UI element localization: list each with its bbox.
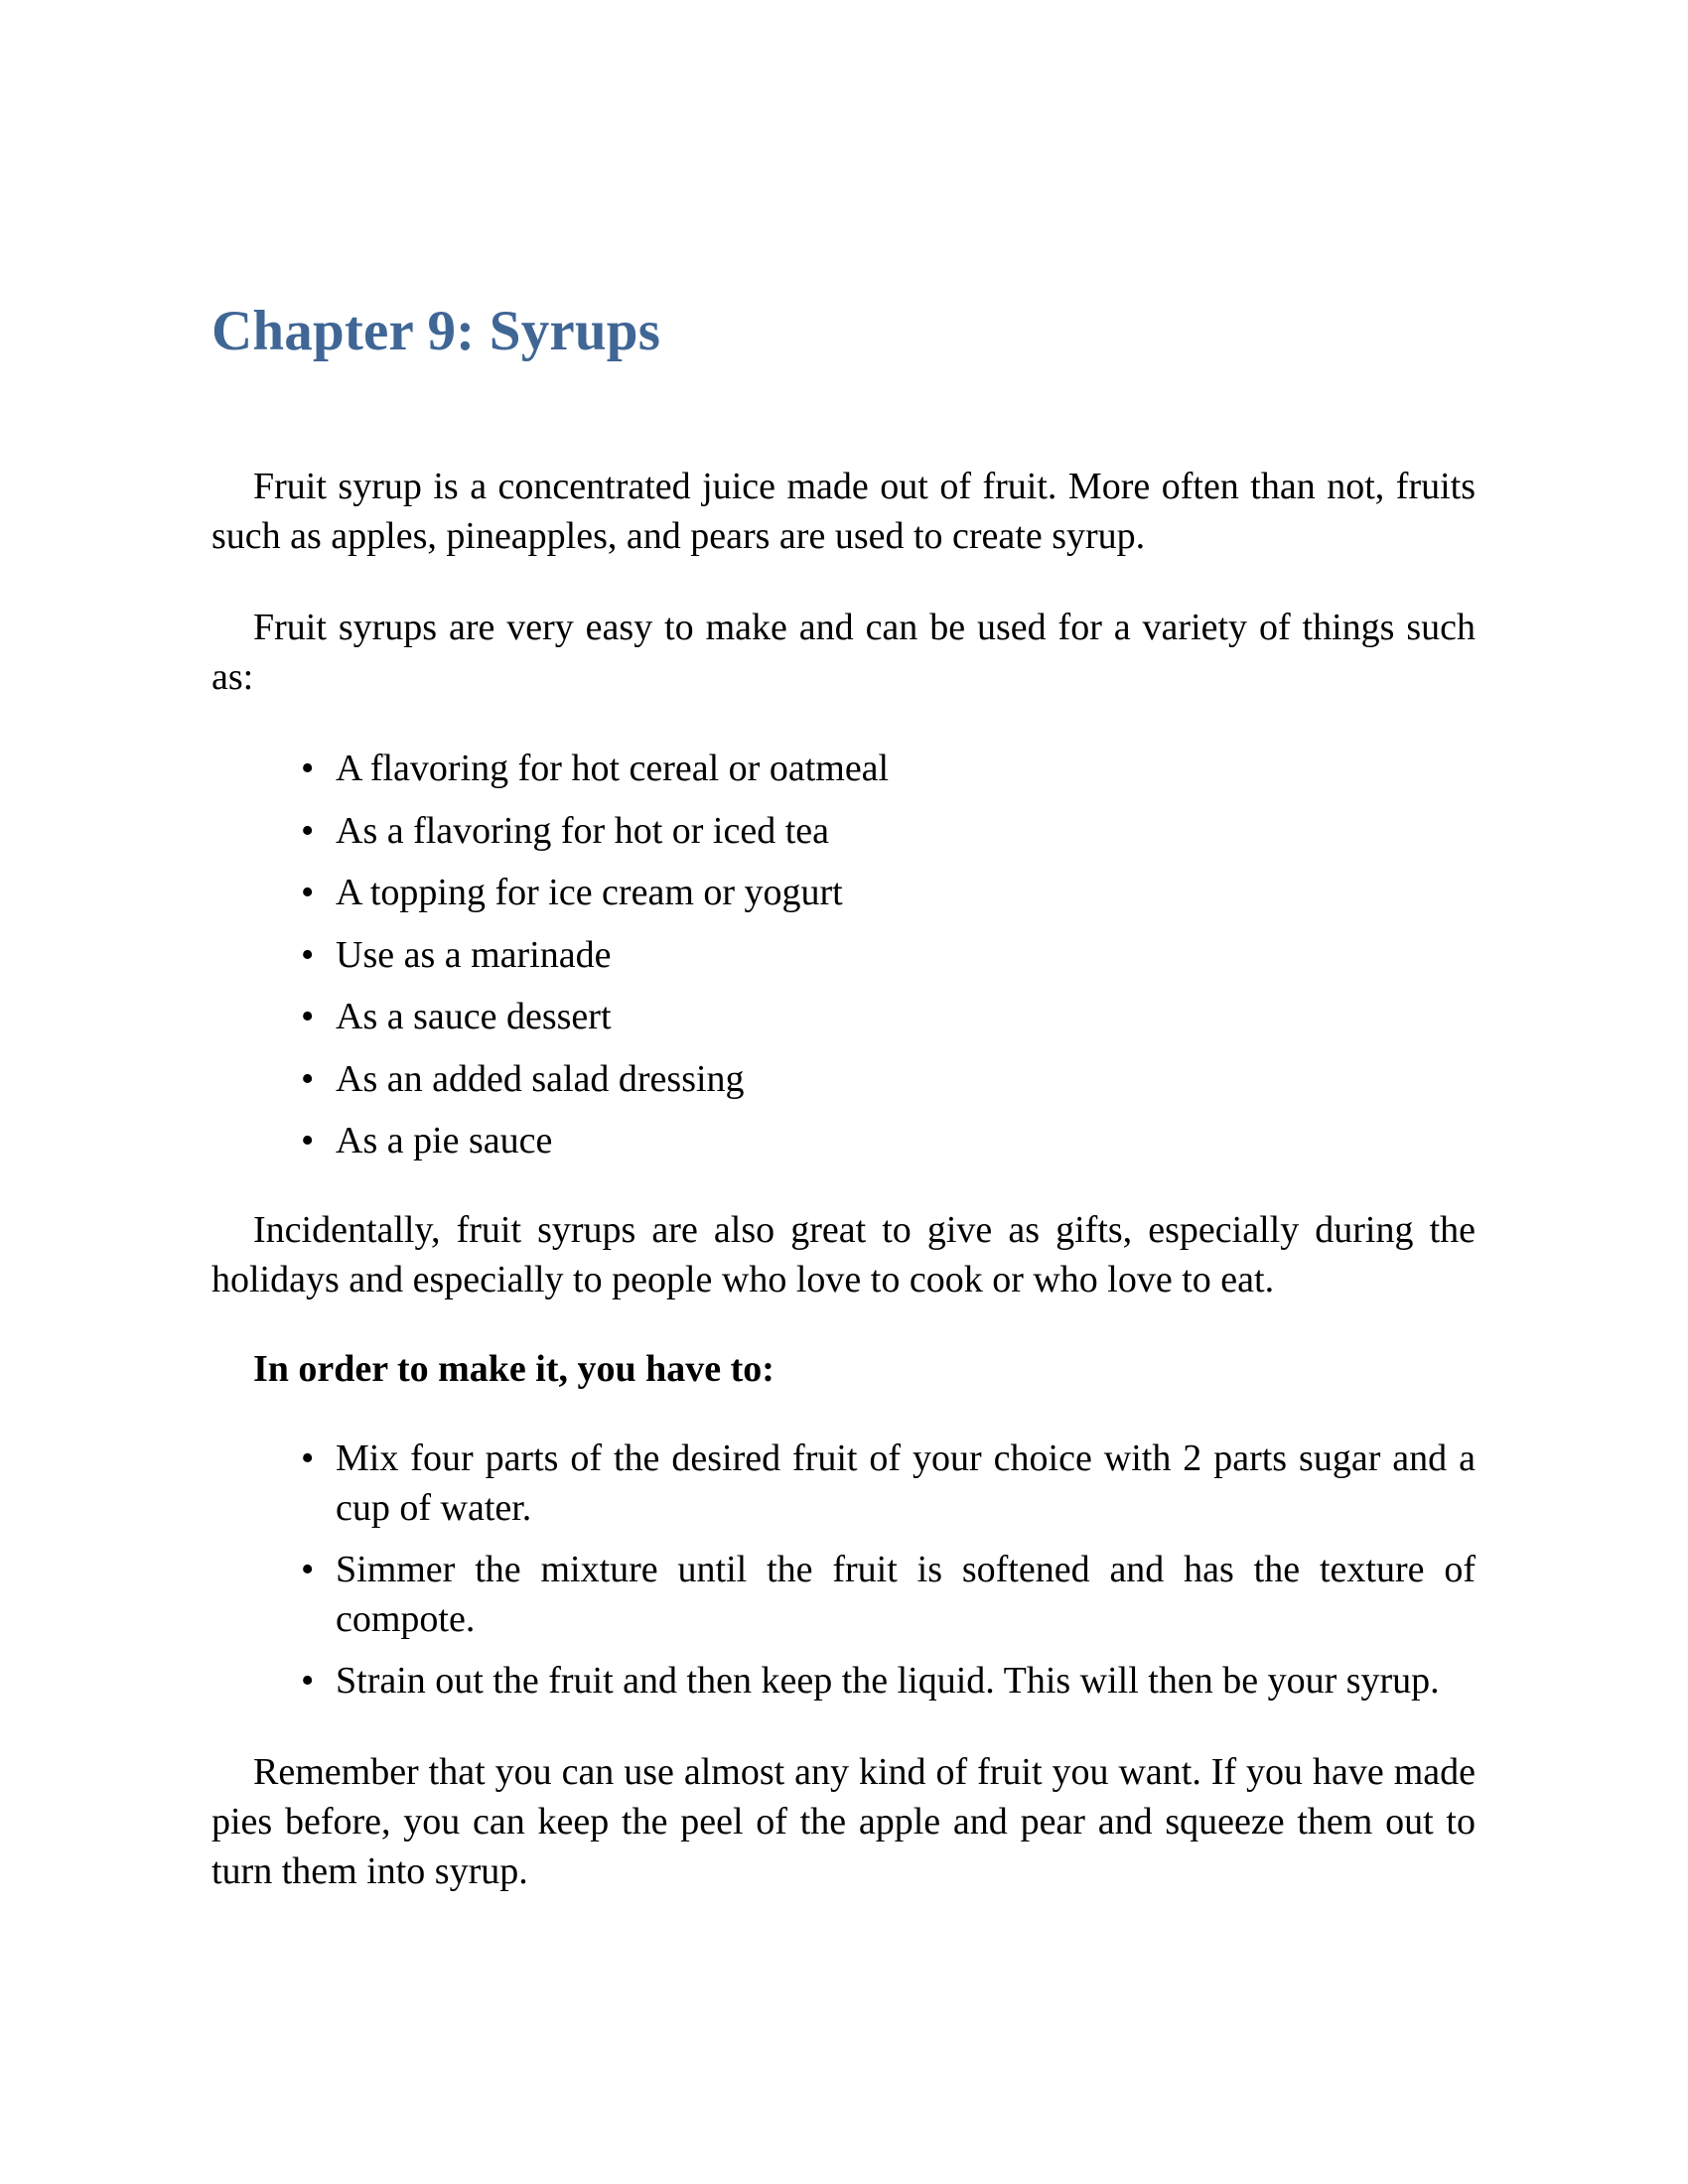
- closing-paragraph: Remember that you can use almost any kind of fruit you want. If you have made pies before, you can keep the peel of the apple and pear and squeeze them out to turn them into syrup.: [211, 1751, 1476, 1893]
- bullet-icon: •: [301, 1120, 315, 1162]
- uses-intro-paragraph: Fruit syrups are very easy to make and can be used for a variety of things such as:: [211, 607, 1476, 699]
- list-item: • As a flavoring for hot or iced tea: [211, 806, 1476, 856]
- list-item: • A flavoring for hot cereal or oatmeal: [211, 744, 1476, 793]
- list-item: • A topping for ice cream or yogurt: [211, 868, 1476, 917]
- bullet-icon: •: [301, 809, 315, 852]
- bullet-icon: •: [301, 1057, 315, 1100]
- bullet-icon: •: [301, 1549, 315, 1591]
- list-item: • As a pie sauce: [211, 1116, 1476, 1165]
- uses-list: [211, 744, 1476, 1165]
- chapter-title: Chapter 9: Syrups: [211, 300, 661, 362]
- document-page: [211, 298, 1476, 1896]
- list-item: • Strain out the fruit and then keep the liquid. This will then be your syrup.: [211, 1656, 1476, 1706]
- instructions-heading: In order to make it, you have to:: [253, 1348, 774, 1391]
- intro-paragraph: Fruit syrup is a concentrated juice made out of fruit. More often than not, fruits such as apples, pineapples, and pears are used to create syrup.: [211, 466, 1476, 558]
- list-item: • Mix four parts of the desired fruit of your choice with 2 parts sugar and a cup of water.: [211, 1433, 1476, 1533]
- bullet-icon: •: [301, 933, 315, 976]
- list-item: • Simmer the mixture until the fruit is softened and has the texture of compote.: [211, 1545, 1476, 1644]
- bullet-icon: •: [301, 1437, 315, 1480]
- steps-list: [211, 1433, 1476, 1706]
- bullet-icon: •: [301, 1660, 315, 1703]
- bullet-icon: •: [301, 872, 315, 914]
- list-item: • Use as a marinade: [211, 930, 1476, 980]
- bullet-icon: •: [301, 996, 315, 1038]
- gifts-paragraph: Incidentally, fruit syrups are also great to give as gifts, especially during the holidays and especially to people who love to cook or who love to eat.: [211, 1209, 1476, 1301]
- list-item: • As an added salad dressing: [211, 1054, 1476, 1104]
- list-item: • As a sauce dessert: [211, 992, 1476, 1041]
- bullet-icon: •: [301, 748, 315, 790]
